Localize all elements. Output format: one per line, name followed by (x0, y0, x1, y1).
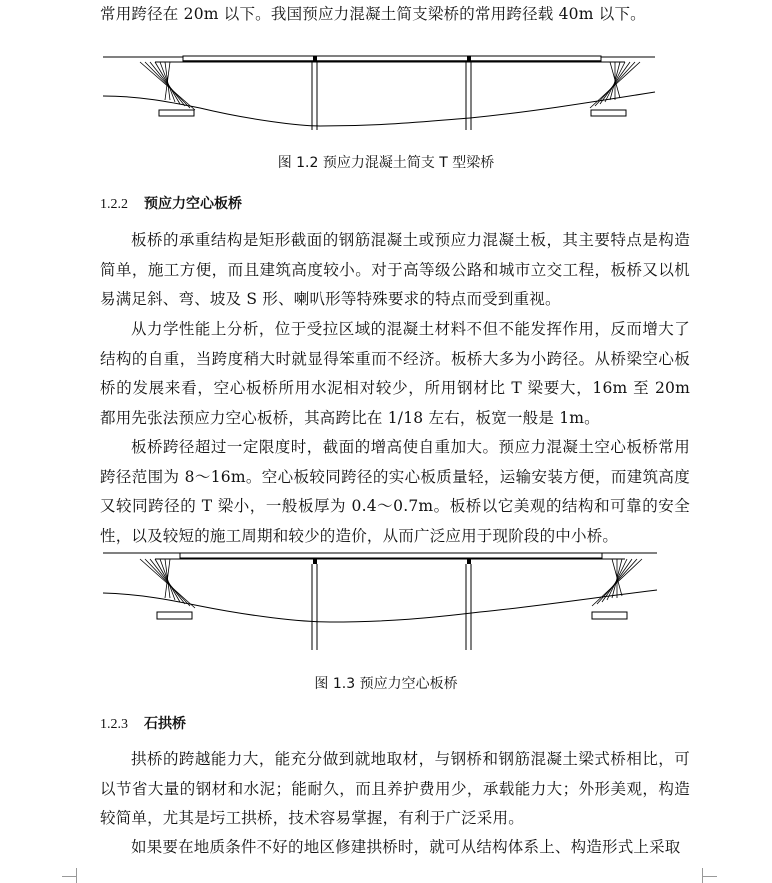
paragraph: 如果要在地质条件不好的地区修建拱桥时，就可从结构体系上、构造形式上采取 (131, 838, 681, 856)
section-heading-1-2-3 (100, 713, 186, 733)
page-corner-mark-left-h (62, 876, 77, 877)
section-title: 预应力空心板桥 (144, 196, 242, 212)
figure-1-2-t-beam-bridge (0, 48, 772, 138)
section-heading-1-2-2 (100, 193, 242, 213)
section-number: 1.2.3 (100, 717, 128, 732)
figure-1-3-hollow-slab-bridge (0, 548, 772, 658)
paragraph: 板桥跨径超过一定限度时，截面的增高使自重加大。预应力混凝土空心板桥常用跨径范围为 8～16m。空心板较同跨径的实心板质量轻，运输安装方便，而建筑高度又较同跨径的 T 梁小，一般板厚为 0.4～0.7m。板桥以它美观的结构和可靠的安全性，以及较短的施工周期和较少的造价，从而广泛应用于现阶段的中小桥。 (100, 438, 690, 545)
figure-1-3-caption: 图 1.3 预应力空心板桥 (314, 676, 458, 692)
page-corner-mark-right-h (702, 876, 717, 877)
intro-line: 常用跨径在 20m 以下。我国预应力混凝土简支梁桥的常用跨径载 40m 以下。 (100, 5, 646, 23)
paragraph: 从力学性能上分析，位于受拉区域的混凝土材料不但不能发挥作用，反而增大了结构的自重，当跨度稍大时就显得笨重而不经济。板桥大多为小跨径。从桥梁空心板桥的发展来看，空心板桥所用水泥相对较少，所用钢材比 T 梁要大，16m 至 20m 都用先张法预应力空心板桥，其高跨比在 1/18 左右，板宽一般是 1m。 (100, 320, 690, 427)
section-title: 石拱桥 (144, 716, 186, 732)
paragraph: 板桥的承重结构是矩形截面的钢筋混凝土或预应力混凝土板，其主要特点是构造简单，施工方便，而且建筑高度较小。对于高等级公路和城市立交工程，板桥又以机易满足斜、弯、坡及 S 形、喇叭形等特殊要求的特点而受到重视。 (100, 231, 690, 308)
figure-1-2-caption: 图 1.2 预应力混凝土简支 T 型梁桥 (277, 155, 495, 171)
section-number: 1.2.2 (100, 197, 128, 212)
paragraph: 拱桥的跨越能力大，能充分做到就地取材，与钢桥和钢筋混凝土梁式桥相比，可以节省大量的钢材和水泥；能耐久，而且养护费用少，承载能力大；外形美观，构造较简单，尤其是圬工拱桥，技术容易掌握，有利于广泛采用。 (100, 750, 690, 827)
